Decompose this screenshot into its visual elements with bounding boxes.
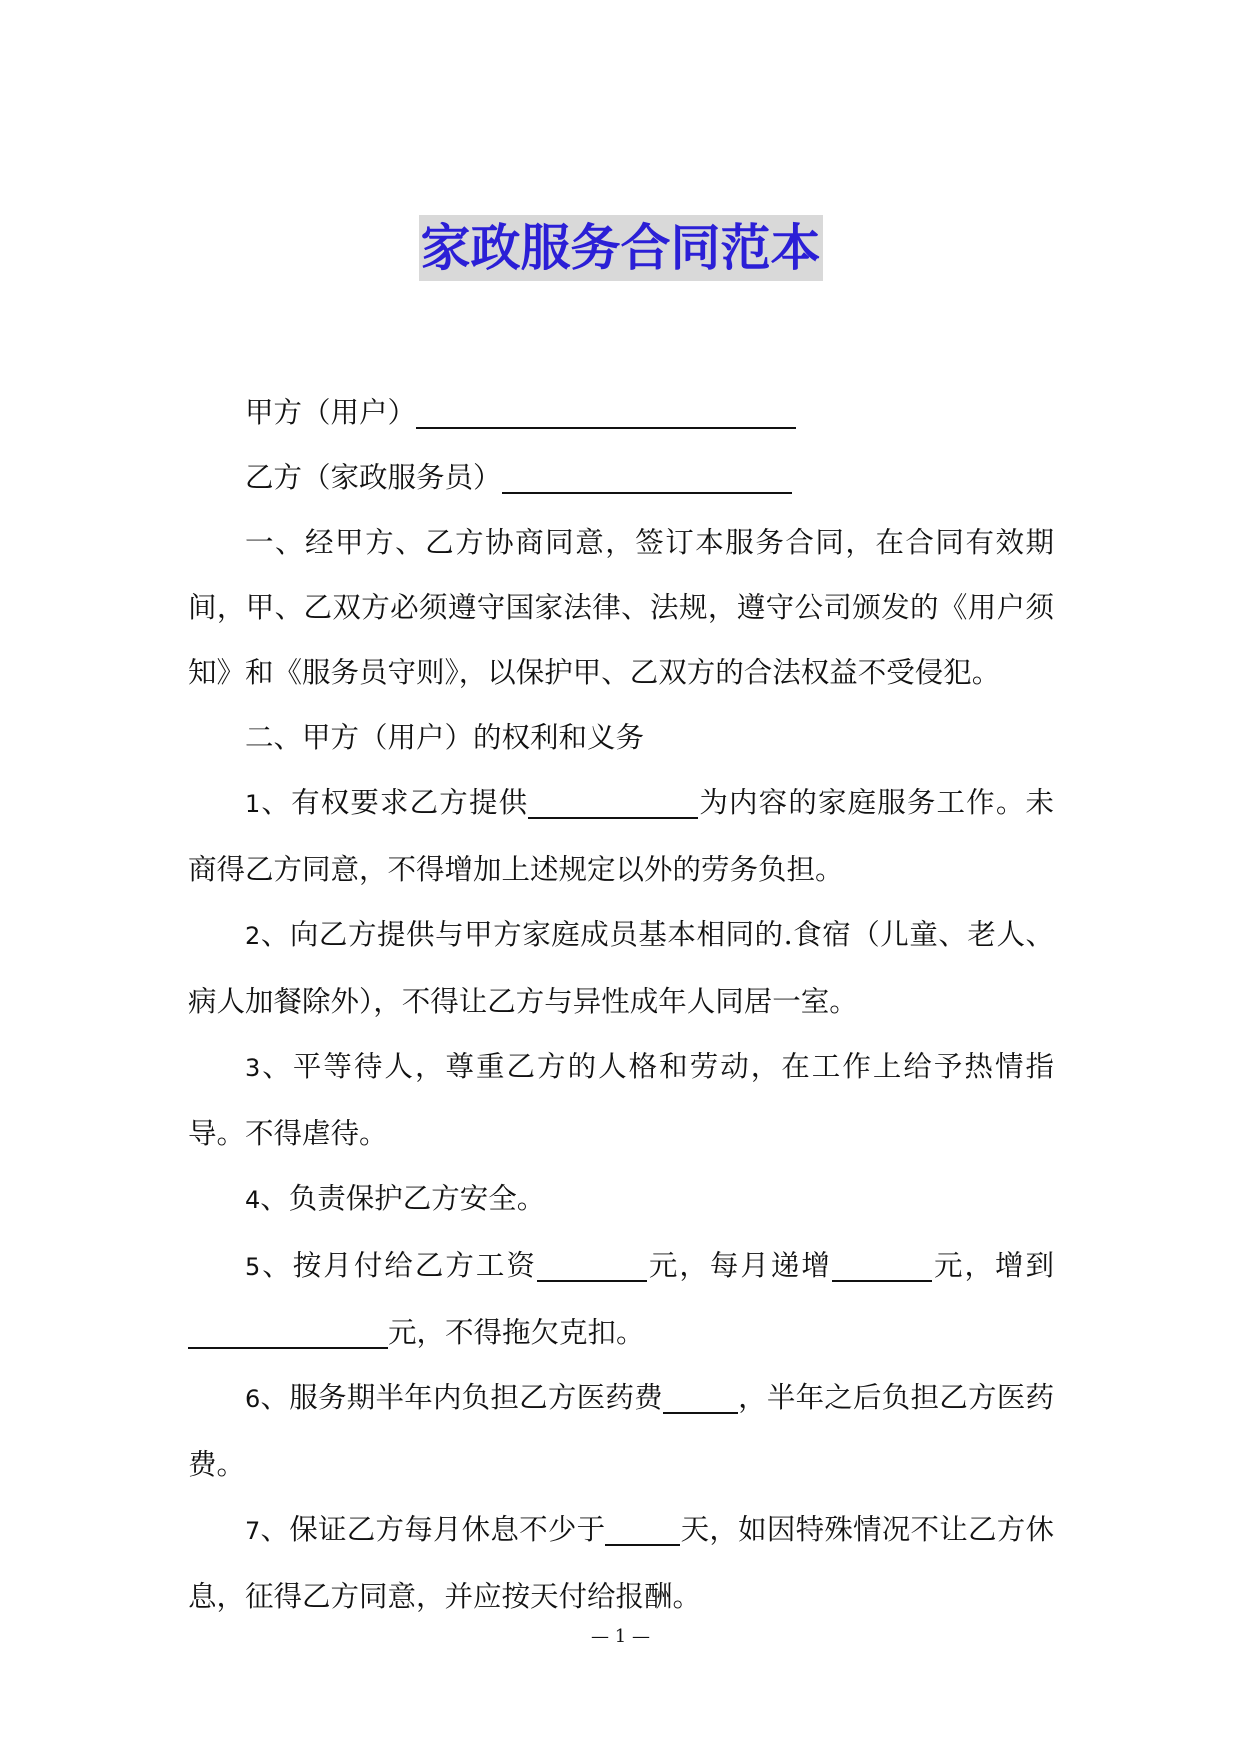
party-a-blank[interactable] — [416, 396, 796, 429]
item-2-number: 2 — [245, 922, 261, 950]
party-b-blank[interactable] — [502, 461, 792, 494]
clause-1: 一、经甲方、乙方协商同意，签订本服务合同，在合同有效期间，甲、乙双方必须遵守国家法律、法规，遵守公司颁发的《用户须知》和《服务员守则》，以保护甲、乙双方的合法权益不受侵犯。 — [188, 526, 1054, 689]
party-a-label: 甲方（用户） — [245, 396, 417, 429]
item-2-text: 、向乙方提供与甲方家庭成员基本相同的.食宿（儿童、老人、病人加餐除外），不得让乙方与异性成年人同居一室。 — [188, 918, 1054, 1018]
item-1-blank[interactable] — [528, 786, 698, 819]
item-1-number: 1 — [245, 790, 261, 818]
item-5-text-a: 、按月付给乙方工资 — [260, 1249, 537, 1282]
item-5-text-b: 元，每月递增 — [646, 1249, 832, 1282]
item-2 — [188, 902, 1054, 1034]
item-5-increment-blank[interactable] — [832, 1249, 932, 1282]
item-1 — [188, 770, 1054, 902]
item-6-number: 6 — [245, 1385, 261, 1413]
item-5-text-c: 元，增到 — [931, 1249, 1054, 1282]
item-5-number: 5 — [245, 1253, 261, 1281]
title-wrap — [0, 215, 1241, 281]
item-6-text-a: 、服务期半年内负担乙方医药费 — [260, 1381, 663, 1414]
item-3 — [188, 1034, 1054, 1166]
clause-2: 二、甲方（用户）的权利和义务 — [245, 721, 645, 754]
item-1-text-a: 、有权要求乙方提供 — [260, 786, 529, 819]
item-7-blank[interactable] — [605, 1513, 680, 1546]
item-4 — [188, 1166, 1054, 1233]
item-7 — [188, 1497, 1054, 1629]
item-5-salary-blank[interactable] — [537, 1249, 647, 1282]
item-5 — [188, 1233, 1054, 1365]
party-a-line — [188, 380, 1054, 445]
page-number: — 1 — — [591, 1626, 650, 1647]
item-7-number: 7 — [245, 1517, 261, 1545]
item-6-text-b: ，半年之后负担乙方医药费。 — [188, 1381, 1054, 1481]
item-3-text: 、平等待人，尊重乙方的人格和劳动，在工作上给予热情指导。不得虐待。 — [188, 1050, 1054, 1150]
item-7-text-b: 天，如因特殊情况不让乙方休息，征得乙方同意，并应按天付给报酬。 — [188, 1513, 1054, 1613]
document-title: 家政服务合同范本 — [419, 215, 823, 281]
item-5-text-d: 元，不得拖欠克扣。 — [388, 1316, 645, 1349]
item-6-blank[interactable] — [663, 1381, 738, 1414]
item-1-text-b: 为内容的家庭服务工作。未商得乙方同意，不得增加上述规定以外的劳务负担。 — [188, 786, 1054, 886]
party-b-label: 乙方（家政服务员） — [245, 461, 502, 494]
item-3-number: 3 — [245, 1054, 261, 1082]
party-b-line — [188, 445, 1054, 510]
item-4-number: 4 — [245, 1186, 261, 1214]
item-6 — [188, 1365, 1054, 1497]
document-body — [188, 380, 1054, 1629]
item-7-text-a: 、保证乙方每月休息不少于 — [260, 1513, 606, 1546]
item-4-text: 、负责保护乙方安全。 — [260, 1182, 546, 1215]
item-5-max-blank[interactable] — [188, 1316, 388, 1349]
